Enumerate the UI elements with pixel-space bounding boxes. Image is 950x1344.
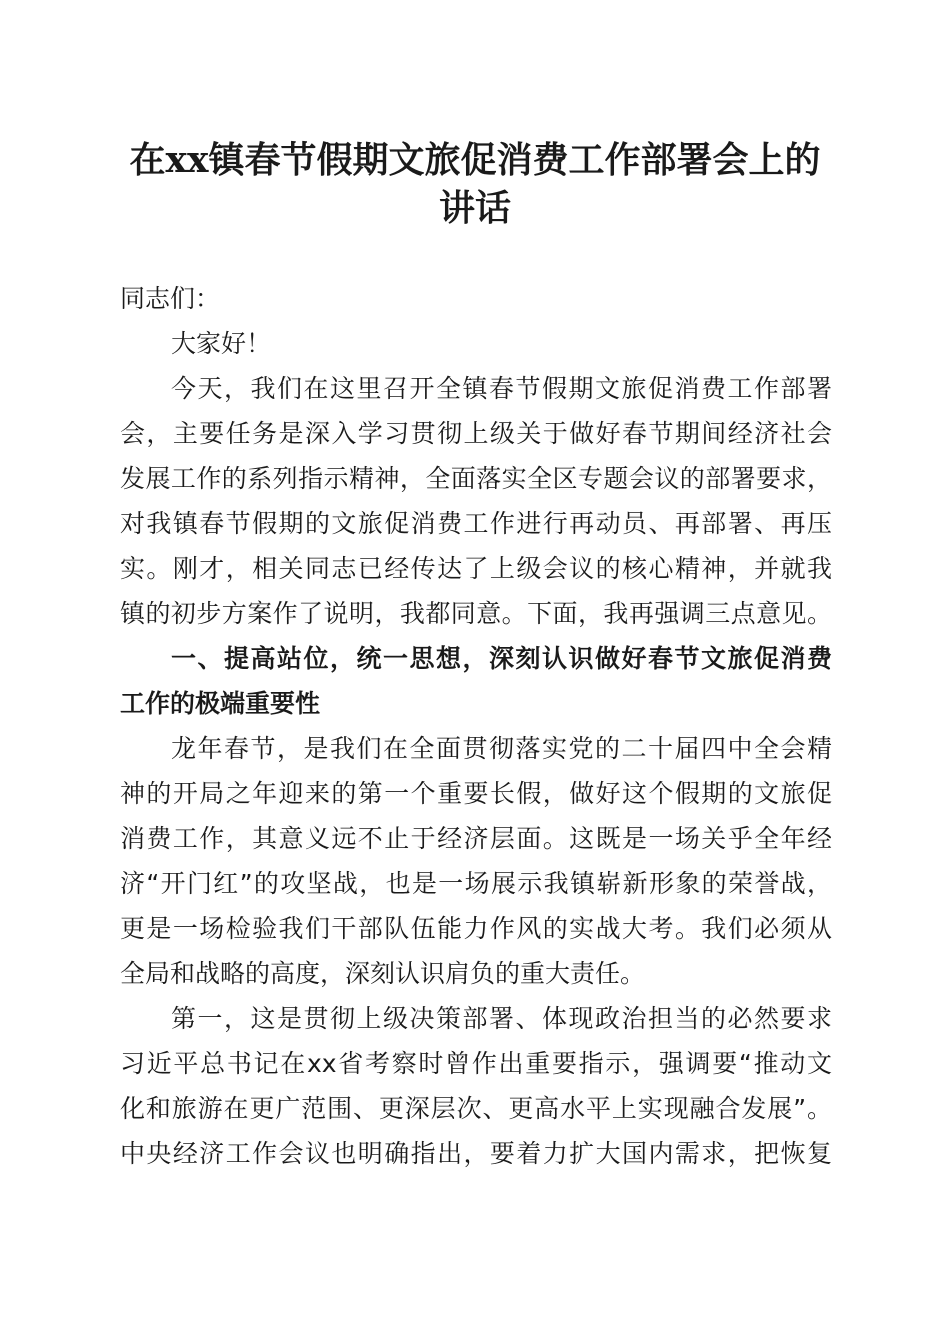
subheading-1: 第一，这是贯彻上级决策部署、体现政治担当的必然要求 xyxy=(171,1004,832,1033)
salutation: 同志们： xyxy=(120,284,221,313)
paragraph-2-line: 神的开局之年迎来的第一个重要长假，做好这个假期的文旅促 xyxy=(120,779,832,808)
paragraph-2-line: 更是一场检验我们干部队伍能力作风的实战大考。我们必须从 xyxy=(120,914,832,943)
greeting: 大家好！ xyxy=(171,329,272,358)
document-title-line-2: 讲话 xyxy=(438,187,511,229)
paragraph-1-line: 今天，我们在这里召开全镇春节假期文旅促消费工作部署 xyxy=(171,374,832,403)
paragraph-2-line: 消费工作，其意义远不止于经济层面。这既是一场关乎全年经 xyxy=(120,824,832,853)
paragraph-1-line: 镇的初步方案作了说明，我都同意。下面，我再强调三点意见。 xyxy=(120,599,832,628)
paragraph-2-line: 济“开门红”的攻坚战，也是一场展示我镇崭新形象的荣誉战， xyxy=(120,869,832,898)
paragraph-3-line: 化和旅游在更广范围、更深层次、更高水平上实现融合发展”。 xyxy=(120,1094,832,1123)
paragraph-1-line: 会，主要任务是深入学习贯彻上级关于做好春节期间经济社会 xyxy=(120,419,832,448)
paragraph-3-line: 习近平总书记在xx省考察时曾作出重要指示，强调要“推动文 xyxy=(120,1049,832,1078)
document-title-line-1: 在xx镇春节假期文旅促消费工作部署会上的 xyxy=(129,139,821,181)
section-heading-1: 工作的极端重要性 xyxy=(120,689,321,718)
paragraph-1-line: 实。刚才，相关同志已经传达了上级会议的核心精神，并就我 xyxy=(120,554,832,583)
paragraph-1-line: 发展工作的系列指示精神，全面落实全区专题会议的部署要求， xyxy=(120,464,832,493)
section-heading-1: 一、提高站位，统一思想，深刻认识做好春节文旅促消费 xyxy=(171,644,832,673)
paragraph-1-line: 对我镇春节假期的文旅促消费工作进行再动员、再部署、再压 xyxy=(120,509,832,538)
paragraph-2-line: 龙年春节，是我们在全面贯彻落实党的二十届四中全会精 xyxy=(171,734,832,763)
paragraph-2-line: 全局和战略的高度，深刻认识肩负的重大责任。 xyxy=(120,959,646,988)
paragraph-3-line: 中央经济工作会议也明确指出，要着力扩大国内需求，把恢复 xyxy=(120,1139,832,1168)
